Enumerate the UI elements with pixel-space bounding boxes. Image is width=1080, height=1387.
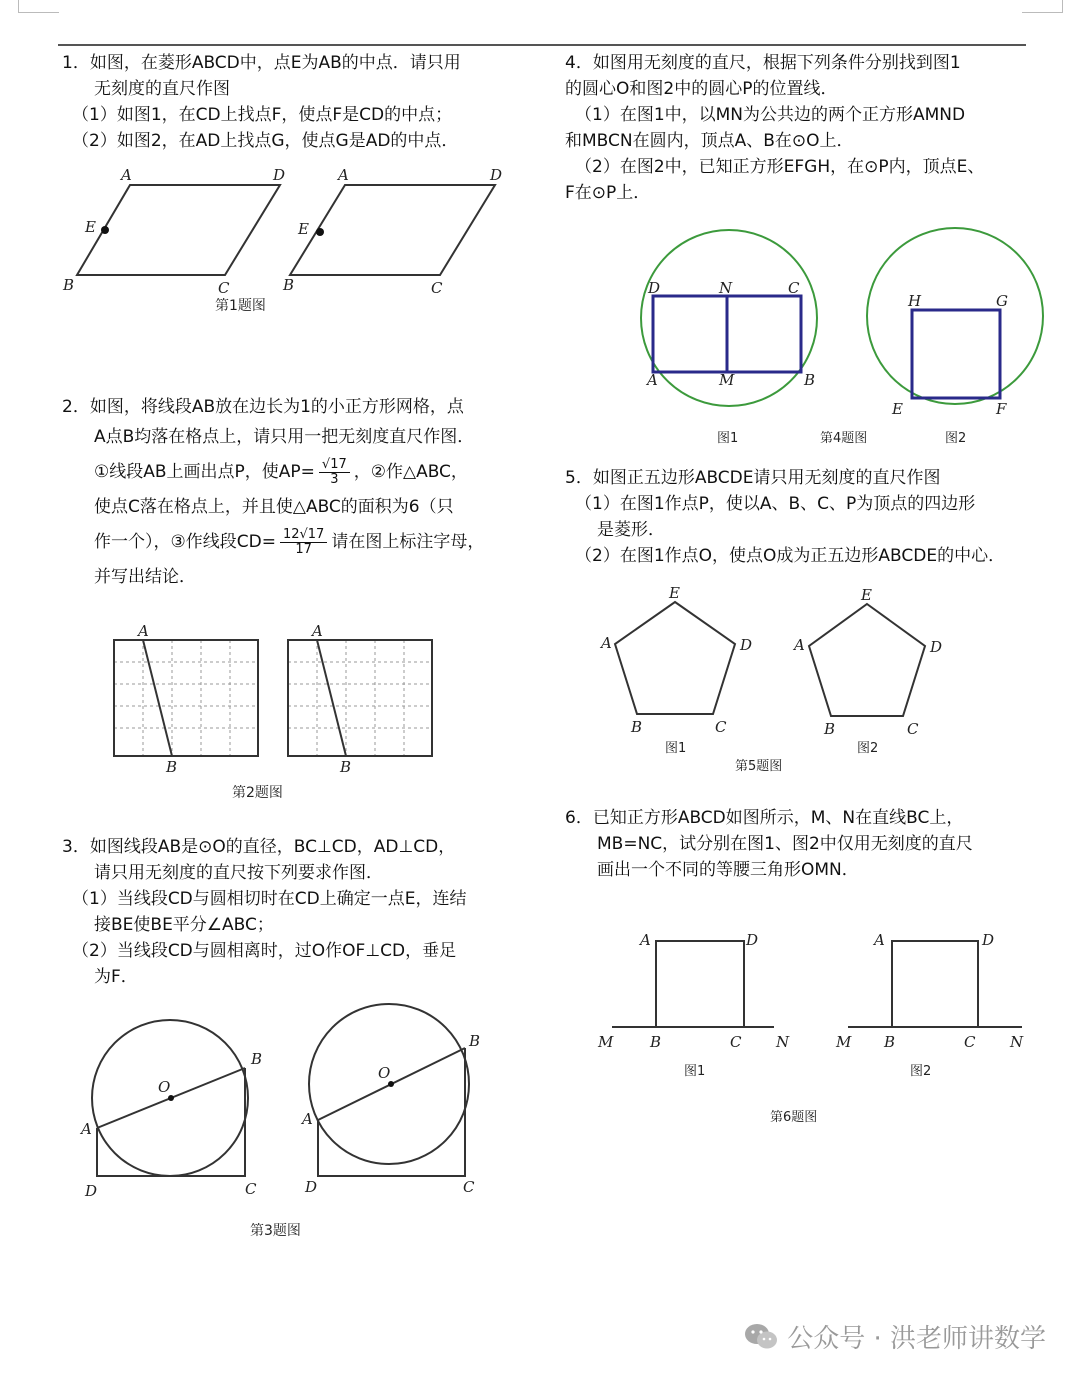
wechat-icon — [743, 1322, 779, 1352]
q4-label-n: N — [719, 279, 733, 297]
q6-label-b-2: B — [884, 1033, 896, 1051]
q4-fig2-caption: 图2 — [945, 431, 967, 446]
q1-caption: 第1题图 — [215, 298, 266, 314]
q6-label-d-2: D — [982, 931, 995, 949]
q1-text — [62, 50, 461, 154]
q3-line-6: 为F． — [94, 967, 138, 987]
q2-grid-1 — [114, 640, 258, 756]
q5-text — [565, 465, 1005, 569]
q5-line-4: （2）在图1作点O，使点O成为正五边形ABCDE的中心． — [575, 546, 1006, 566]
q5-figure — [595, 580, 975, 780]
q1-point-e-2 — [316, 228, 324, 236]
q6-label-a-2: A — [874, 931, 885, 949]
q3-label-c-1: C — [245, 1180, 257, 1198]
q3-line-3: （1）当线段CD与圆相切时在CD上确定一点E，连结 — [72, 889, 467, 909]
q1-label-e-2: E — [298, 220, 309, 238]
q4-label-e: E — [892, 400, 903, 418]
q6-label-a-1: A — [640, 931, 651, 949]
q3-line-5: （2）当线段CD与圆相离时，过O作OF⊥CD，垂足 — [72, 941, 457, 961]
q6-label-d-1: D — [746, 931, 759, 949]
q4-circle-p — [867, 228, 1043, 404]
q2-label-a-1: A — [138, 622, 149, 640]
q6-square-1 — [656, 941, 744, 1027]
q6-label-c-2: C — [964, 1033, 976, 1051]
q5-label-c-2: C — [907, 720, 919, 738]
q2-line-6: 并写出结论． — [94, 567, 196, 587]
q3-text — [62, 834, 466, 990]
q5-label-b-1: B — [631, 718, 643, 736]
q2-fraction-cd-denominator: 17 — [295, 541, 312, 557]
q6-label-n-1: N — [776, 1033, 790, 1051]
q2-line-1: 2．如图，将线段AB放在边长为1的小正方形网格，点 — [62, 397, 464, 417]
q3-caption: 第3题图 — [250, 1223, 301, 1239]
q4-label-a: A — [647, 371, 658, 389]
q6-fig2-caption: 图2 — [910, 1064, 932, 1079]
q1-point-e-1 — [101, 226, 109, 234]
q4-text — [565, 50, 984, 206]
q5-label-e-1: E — [669, 584, 680, 602]
q2-segment-ab-1 — [143, 640, 172, 756]
q1-line-1: 1．如图，在菱形ABCD中，点E为AB的中点．请只用 — [62, 53, 461, 73]
q3-figure — [75, 1000, 495, 1205]
q2-label-b-2: B — [340, 758, 352, 776]
q1-label-d-2: D — [490, 166, 503, 184]
q2-fraction-cd — [280, 528, 327, 557]
q5-label-c-1: C — [715, 718, 727, 736]
q3-label-b-2: B — [469, 1032, 481, 1050]
q6-label-b-1: B — [650, 1033, 662, 1051]
q6-label-c-1: C — [730, 1033, 742, 1051]
q1-label-a-2: A — [338, 166, 349, 184]
q3-trapezoid-1 — [97, 1068, 245, 1176]
q3-label-d-2: D — [305, 1178, 318, 1196]
q2-line-2: A点B均落在格点上，请只用一把无刻度直尺作图． — [94, 427, 475, 447]
q4-square-efgh — [912, 310, 1000, 398]
q6-text — [565, 805, 973, 883]
q2-grid-2 — [288, 640, 432, 756]
q4-line-4: 和MBCN在圆内，顶点A、B在⊙O上． — [565, 131, 854, 151]
q4-label-d: D — [648, 279, 661, 297]
q6-line-2: MB=NC，试分别在图1、图2中仅用无刻度的直尺 — [597, 834, 973, 854]
q1-label-a-1: A — [121, 166, 132, 184]
q1-label-e-1: E — [85, 218, 96, 236]
q1-label-b-2: B — [283, 276, 295, 294]
q5-pentagon-1 — [615, 602, 735, 714]
q3-label-d-1: D — [85, 1182, 98, 1200]
q5-label-d-1: D — [740, 636, 753, 654]
q3-line-1: 3．如图线段AB是⊙O的直径，BC⊥CD，AD⊥CD， — [62, 837, 456, 857]
q2-figure — [100, 620, 450, 780]
q4-line-6: F在⊙P上． — [565, 183, 651, 203]
q1-label-d-1: D — [273, 166, 286, 184]
q2-caption: 第2题图 — [232, 785, 283, 801]
q4-line-3: （1）在图1中，以MN为公共边的两个正方形AMND — [575, 105, 966, 125]
q5-line-1: 5．如图正五边形ABCDE请只用无刻度的直尺作图 — [565, 468, 941, 488]
q4-line-1: 4．如图用无刻度的直尺，根据下列条件分别找到图1 — [565, 53, 961, 73]
q5-label-b-2: B — [824, 720, 836, 738]
q6-caption: 第6题图 — [770, 1110, 818, 1125]
header-rule — [58, 44, 1026, 46]
q5-line-3: 是菱形． — [597, 520, 665, 540]
q4-line-5: （2）在图2中，已知正方形EFGH，在⊙P内，顶点E、 — [575, 157, 985, 177]
q6-square-2 — [892, 941, 978, 1027]
q6-fig1-caption: 图1 — [684, 1064, 706, 1079]
q5-label-a-2: A — [794, 636, 805, 654]
q1-label-c-2: C — [431, 279, 443, 297]
corner-mark-right — [1022, 0, 1063, 13]
q4-caption: 第4题图 — [820, 431, 868, 446]
q2-grid-1-border — [114, 640, 258, 756]
q5-caption: 第5题图 — [735, 759, 783, 774]
watermark — [743, 1318, 1046, 1355]
q1-line-3: （1）如图1，在CD上找点F，使点F是CD的中点； — [72, 105, 453, 125]
q4-label-f: F — [996, 400, 1007, 418]
q6-line-1: 6．已知正方形ABCD如图所示，M、N在直线BC上， — [565, 808, 964, 828]
q2-fraction-ap-denominator: 3 — [330, 471, 339, 487]
q1-figure — [55, 160, 515, 320]
q4-square-mbcn — [727, 296, 801, 372]
q2-line-5 — [62, 522, 484, 562]
q2-fraction-cd-numerator: 12√17 — [280, 528, 327, 543]
q2-line-3-end: ，②作△ABC， — [353, 462, 468, 482]
q4-label-g: G — [996, 292, 1008, 310]
q5-line-2: （1）在图1作点P，使以A、B、C、P为顶点的四边形 — [575, 494, 976, 514]
q6-label-n-2: N — [1010, 1033, 1024, 1051]
q2-label-a-2: A — [312, 622, 323, 640]
q4-line-2: 的圆心O和图2中的圆心P的位置线． — [565, 79, 838, 99]
q2-fraction-ap-numerator: √17 — [319, 458, 350, 473]
q3-line-2: 请只用无刻度的直尺按下列要求作图． — [94, 863, 383, 883]
q2-label-b-1: B — [166, 758, 178, 776]
q3-label-a-1: A — [81, 1120, 92, 1138]
q4-square-amnd — [653, 296, 727, 372]
q5-label-a-1: A — [601, 634, 612, 652]
q6-label-m-2: M — [836, 1033, 852, 1051]
watermark-text: 公众号 · 洪老师讲数学 — [787, 1324, 1046, 1354]
q4-fig1-caption: 图1 — [717, 431, 739, 446]
q5-fig2-caption: 图2 — [857, 741, 879, 756]
q6-label-m-1: M — [598, 1033, 614, 1051]
q3-label-b-1: B — [251, 1050, 263, 1068]
q5-fig1-caption: 图1 — [665, 741, 687, 756]
q2-line-3 — [62, 452, 484, 492]
q3-label-a-2: A — [302, 1110, 313, 1128]
q2-line-5-end: 请在图上标注字母， — [331, 532, 485, 552]
q2-line-3-start: ①线段AB上画出点P，使AP= — [94, 462, 315, 482]
q4-figure — [620, 222, 1060, 452]
q6-line-3: 画出一个不同的等腰三角形OMN． — [597, 860, 859, 880]
corner-mark-left — [18, 0, 59, 13]
q3-trapezoid-2 — [318, 1048, 465, 1176]
q4-label-m: M — [719, 371, 735, 389]
q4-label-b: B — [804, 371, 816, 389]
q1-label-c-1: C — [218, 279, 230, 297]
q5-label-e-2: E — [861, 586, 872, 604]
q3-label-c-2: C — [463, 1178, 475, 1196]
q1-line-4: （2）如图2，在AD上找点G，使点G是AD的中点． — [72, 131, 459, 151]
q2-line-4: 使点C落在格点上，并且使△ABC的面积为6（只 — [94, 497, 454, 517]
q1-line-2: 无刻度的直尺作图 — [94, 79, 230, 99]
q6-figure — [590, 925, 1030, 1125]
q5-pentagon-2 — [809, 604, 925, 716]
q4-label-h: H — [908, 292, 922, 310]
q3-line-4: 接BE使BE平分∠ABC； — [94, 915, 274, 935]
q3-label-o-2: O — [378, 1064, 391, 1082]
q2-fraction-ap — [319, 458, 350, 487]
q2-line-5-start: 作一个），③作线段CD= — [94, 532, 276, 552]
q2-segment-ab-2 — [317, 640, 346, 756]
q5-label-d-2: D — [930, 638, 943, 656]
q2-grid-2-border — [288, 640, 432, 756]
q3-label-o-1: O — [158, 1078, 171, 1096]
q1-label-b-1: B — [63, 276, 75, 294]
q4-label-c: C — [788, 279, 800, 297]
q2-text — [62, 392, 484, 592]
